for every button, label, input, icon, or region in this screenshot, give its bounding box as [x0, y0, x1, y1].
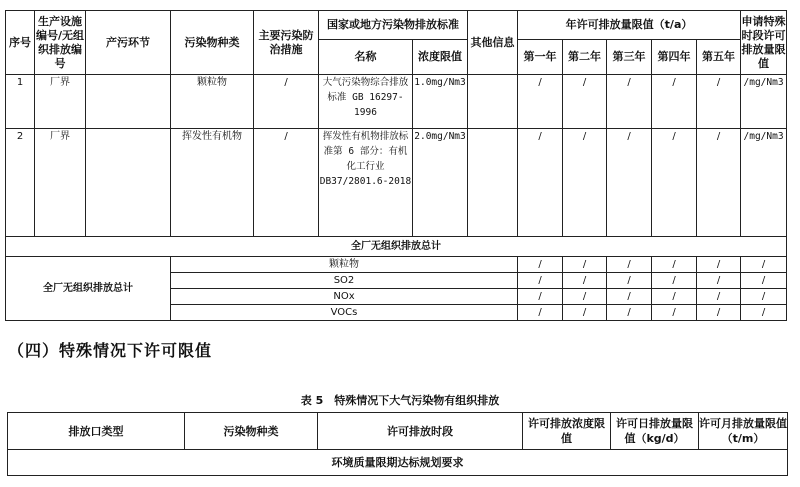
- total-year-4: /: [652, 305, 697, 321]
- table-row: [6, 75, 787, 129]
- header-special: 申请特殊时段许可排放量限值: [741, 11, 787, 75]
- row-special: /mg/Nm3: [741, 75, 787, 129]
- row-year-3: /: [607, 75, 652, 129]
- total-year-5: /: [697, 257, 741, 273]
- total-year-5: /: [697, 305, 741, 321]
- total-special: /: [741, 305, 787, 321]
- total-year-4: /: [652, 273, 697, 289]
- total-year-1: /: [518, 289, 563, 305]
- row-year-4: /: [652, 129, 697, 237]
- table-caption: 表 5 特殊情况下大气污染物有组织排放: [300, 394, 500, 407]
- row-year-1: /: [518, 129, 563, 237]
- row-other: [468, 129, 518, 237]
- total-year-3: /: [607, 305, 652, 321]
- pollutant-limits-table: [5, 10, 787, 321]
- total-year-1: /: [518, 273, 563, 289]
- header-standard-group: 国家或地方污染物排放标准: [319, 11, 468, 40]
- total-year-4: /: [652, 257, 697, 273]
- section-row: 环境质量限期达标规划要求: [8, 450, 788, 476]
- total-pollutant: NOx: [171, 289, 518, 305]
- special-emission-table: [7, 412, 788, 476]
- row-year-4: /: [652, 75, 697, 129]
- total-special: /: [741, 289, 787, 305]
- header-facility: 生产设施编号/无组织排放编号: [35, 11, 86, 75]
- section-heading: （四）特殊情况下许可限值: [8, 341, 213, 360]
- row-std-name: 大气污染物综合排放标准 GB 16297-1996: [319, 75, 413, 129]
- row-measure: /: [254, 75, 319, 129]
- header-other: 其他信息: [468, 11, 518, 75]
- total-year-3: /: [607, 257, 652, 273]
- row-year-5: /: [697, 75, 741, 129]
- row-special: /mg/Nm3: [741, 129, 787, 237]
- header-annual-group: 年许可排放量限值（t/a）: [518, 11, 741, 40]
- header-year-5: 第五年: [697, 40, 741, 75]
- total-year-3: /: [607, 273, 652, 289]
- header-measure: 主要污染防治措施: [254, 11, 319, 75]
- header-period: 许可排放时段: [318, 413, 523, 450]
- header-daily-limit: 许可日排放量限值（kg/d）: [611, 413, 699, 450]
- header-segment: 产污环节: [86, 11, 171, 75]
- header-conc-limit: 浓度限值: [413, 40, 468, 75]
- row-seq: 1: [6, 75, 35, 129]
- total-pollutant: 颗粒物: [171, 257, 518, 273]
- row-year-2: /: [563, 75, 607, 129]
- total-year-2: /: [563, 257, 607, 273]
- total-year-2: /: [563, 273, 607, 289]
- total-year-5: /: [697, 289, 741, 305]
- total-year-2: /: [563, 305, 607, 321]
- row-measure: /: [254, 129, 319, 237]
- header-conc-limit: 许可排放浓度限值: [523, 413, 611, 450]
- header-outlet-type: 排放口类型: [8, 413, 185, 450]
- header-year-4: 第四年: [652, 40, 697, 75]
- total-year-2: /: [563, 289, 607, 305]
- table-row: [6, 129, 787, 237]
- row-facility: 厂界: [35, 129, 86, 237]
- total-special: /: [741, 257, 787, 273]
- header-pollutant: 污染物种类: [171, 11, 254, 75]
- header-year-1: 第一年: [518, 40, 563, 75]
- total-year-5: /: [697, 273, 741, 289]
- total-pollutant: VOCs: [171, 305, 518, 321]
- header-seq: 序号: [6, 11, 35, 75]
- row-segment: [86, 75, 171, 129]
- row-pollutant: 颗粒物: [171, 75, 254, 129]
- header-pollutant-type: 污染物种类: [185, 413, 318, 450]
- total-year-1: /: [518, 257, 563, 273]
- total-title: 全厂无组织排放总计: [6, 237, 787, 257]
- row-year-1: /: [518, 75, 563, 129]
- total-special: /: [741, 273, 787, 289]
- header-std-name: 名称: [319, 40, 413, 75]
- row-year-2: /: [563, 129, 607, 237]
- header-year-3: 第三年: [607, 40, 652, 75]
- row-conc-limit: 2.0mg/Nm3: [413, 129, 468, 237]
- total-label: 全厂无组织排放总计: [6, 257, 171, 321]
- total-pollutant: SO2: [171, 273, 518, 289]
- row-segment: [86, 129, 171, 237]
- total-year-3: /: [607, 289, 652, 305]
- row-facility: 厂界: [35, 75, 86, 129]
- header-monthly-limit: 许可月排放量限值（t/m）: [699, 413, 788, 450]
- row-conc-limit: 1.0mg/Nm3: [413, 75, 468, 129]
- total-year-4: /: [652, 289, 697, 305]
- row-seq: 2: [6, 129, 35, 237]
- total-row: [6, 257, 787, 273]
- row-pollutant: 挥发性有机物: [171, 129, 254, 237]
- row-std-name: 挥发性有机物排放标准第 6 部分：有机化工行业 DB37/2801.6-2018: [319, 129, 413, 237]
- row-other: [468, 75, 518, 129]
- total-year-1: /: [518, 305, 563, 321]
- row-year-3: /: [607, 129, 652, 237]
- row-year-5: /: [697, 129, 741, 237]
- header-year-2: 第二年: [563, 40, 607, 75]
